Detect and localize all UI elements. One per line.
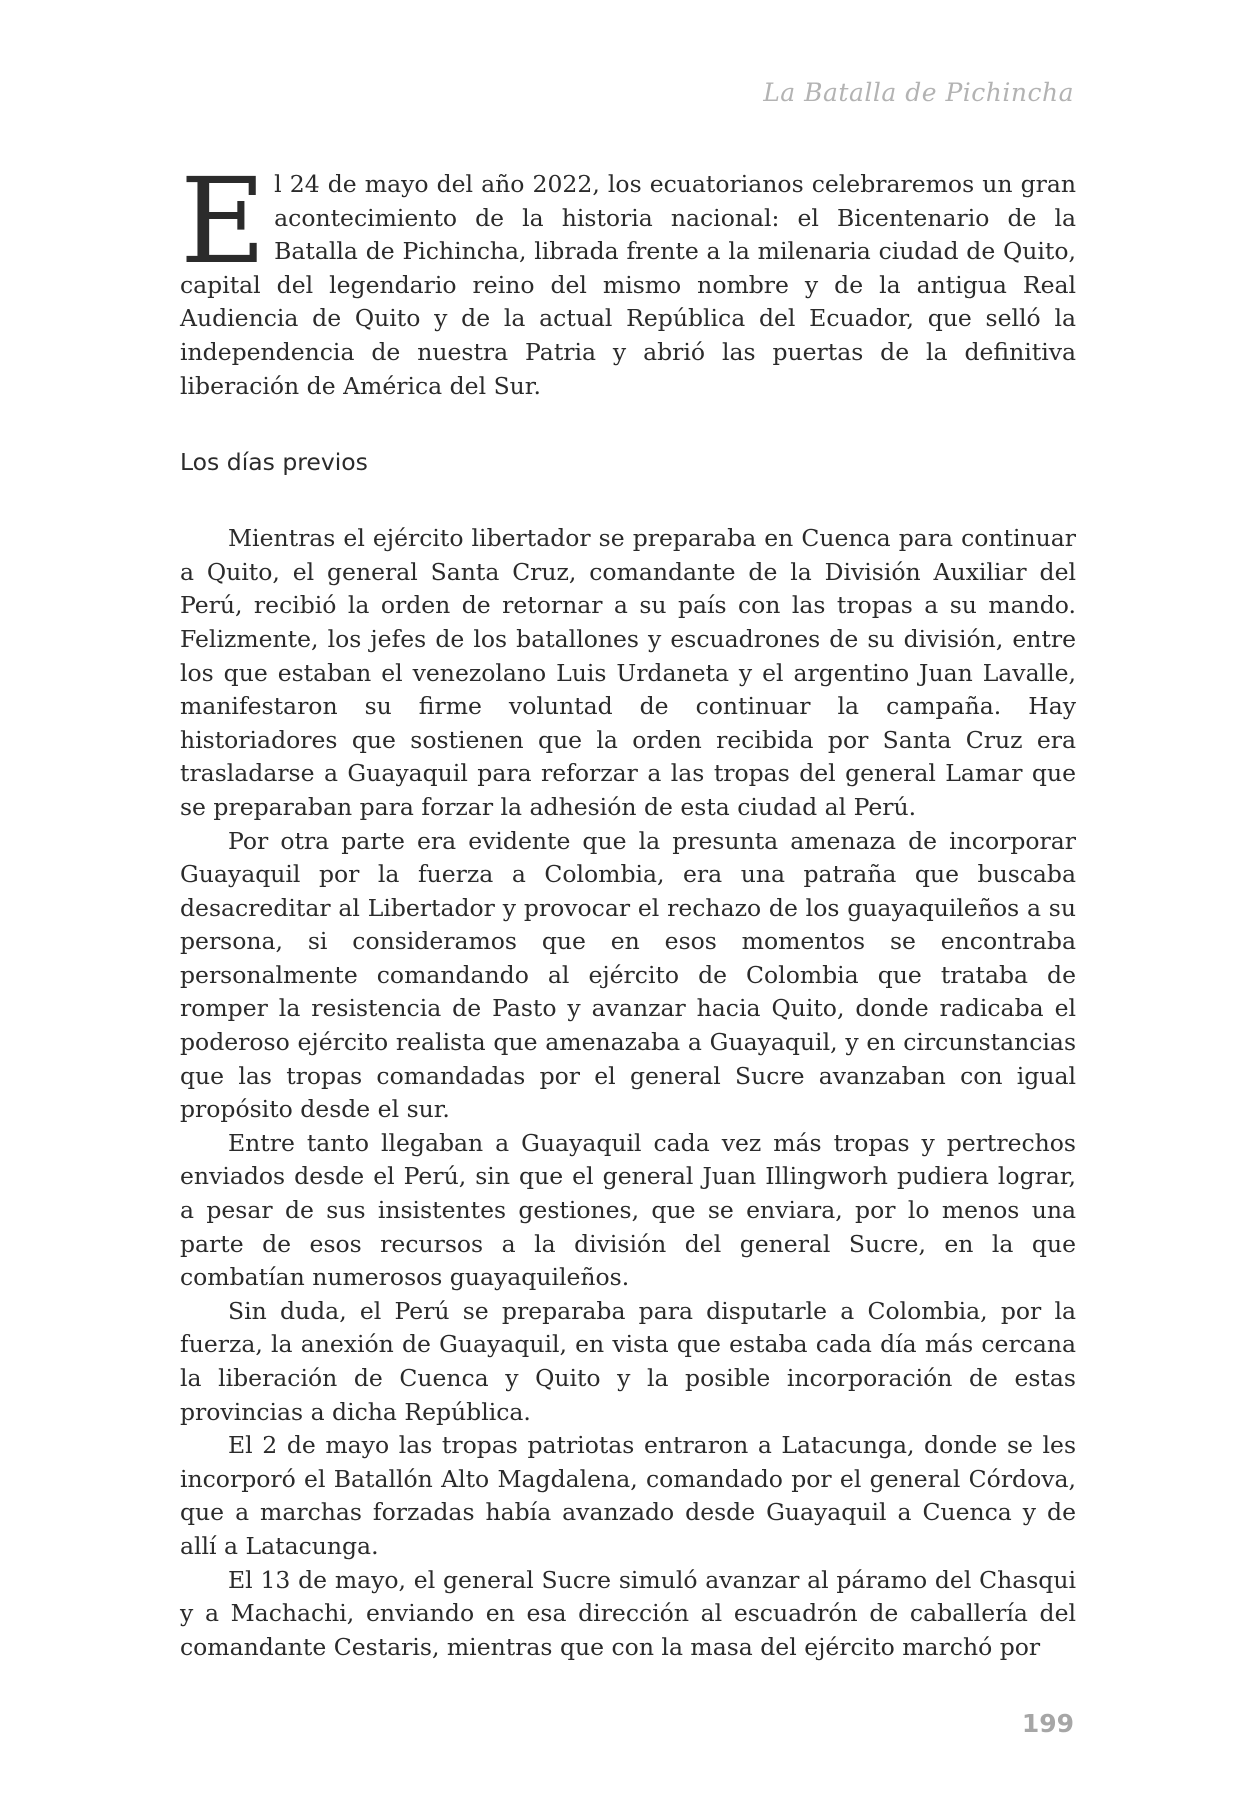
body-paragraph: Entre tanto llegaban a Guayaquil cada vez más tropas y pertrechos enviados desde el Perú, sin que el general Juan Illingworh pudiera lograr, a pesar de sus insistentes gestiones, que se enviara, por lo menos una parte de esos recursos a la división del general Sucre, en la que combatían numerosos guayaquileños. (180, 1128, 1076, 1292)
body-paragraph: El 13 de mayo, el general Sucre simuló avanzar al páramo del Chasqui y a Machachi, enviando en esa dirección al escuadrón de caballería del comandante Cestaris, mientras que con la masa del ejército marchó por (180, 1565, 1076, 1661)
drop-cap: E (180, 152, 267, 290)
body-paragraph: El 2 de mayo las tropas patriotas entraron a Latacunga, donde se les incorporó el Batallón Alto Magdalena, comandado por el general Córdova, que a marchas forzadas había avanzado desde Guayaquil a Cuenca y de allí a Latacunga. (180, 1431, 1076, 1560)
intro-paragraph (180, 152, 1076, 403)
page-number: 199 (1021, 1709, 1074, 1738)
intro-text: l 24 de mayo del año 2022, los ecuatorianos celebraremos un gran acontecimiento de la historia nacional: el Bicentenario de la Batalla de Pichincha, librada frente a la milenaria ciudad de Quito, capital del legendario reino del mismo nombre y de la antigua Real Audiencia de Quito y de la actual República del Ecuador, que selló la independencia de nuestra Patria y abrió las puertas de la definitiva liberación de América del Sur. (180, 170, 1076, 400)
body-paragraph: Mientras el ejército libertador se preparaba en Cuenca para continuar a Quito, el general Santa Cruz, comandante de la División Auxiliar del Perú, recibió la orden de retornar a su país con las tropas a su mando. Felizmente, los jefes de los batallones y escuadrones de su división, entre los que estaban el venezolano Luis Urdaneta y el argentino Juan Lavalle, manifestaron su firme voluntad de continuar la campaña. Hay historiadores que sostienen que la orden recibida por Santa Cruz era trasladarse a Guayaquil para reforzar a las tropas del general Lamar que se preparaban para forzar la adhesión de esta ciudad al Perú. (180, 524, 1076, 821)
running-head-title: La Batalla de Pichincha (763, 78, 1074, 107)
body-paragraph: Por otra parte era evidente que la presunta amenaza de incorporar Guayaquil por la fuerza a Colombia, era una patraña que buscaba desacreditar al Libertador y provocar el rechazo de los guayaquileños a su persona, si consideramos que en esos momentos se encontraba personalmente comandando al ejército de Colombia que trataba de romper la resistencia de Pasto y avanzar hacia Quito, donde radicaba el poderoso ejército realista que amenazaba a Guayaquil, y en circunstancias que las tropas comandadas por el general Sucre avanzaban con igual propósito desde el sur. (180, 826, 1076, 1124)
page-body (180, 152, 1076, 1664)
body-paragraph: Sin duda, el Perú se preparaba para disputarle a Colombia, por la fuerza, la anexión de Guayaquil, en vista que estaba cada día más cercana la liberación de Cuenca y Quito y la posible incorporación de estas provincias a dicha República. (180, 1296, 1076, 1426)
section-heading: Los días previos (180, 448, 368, 477)
